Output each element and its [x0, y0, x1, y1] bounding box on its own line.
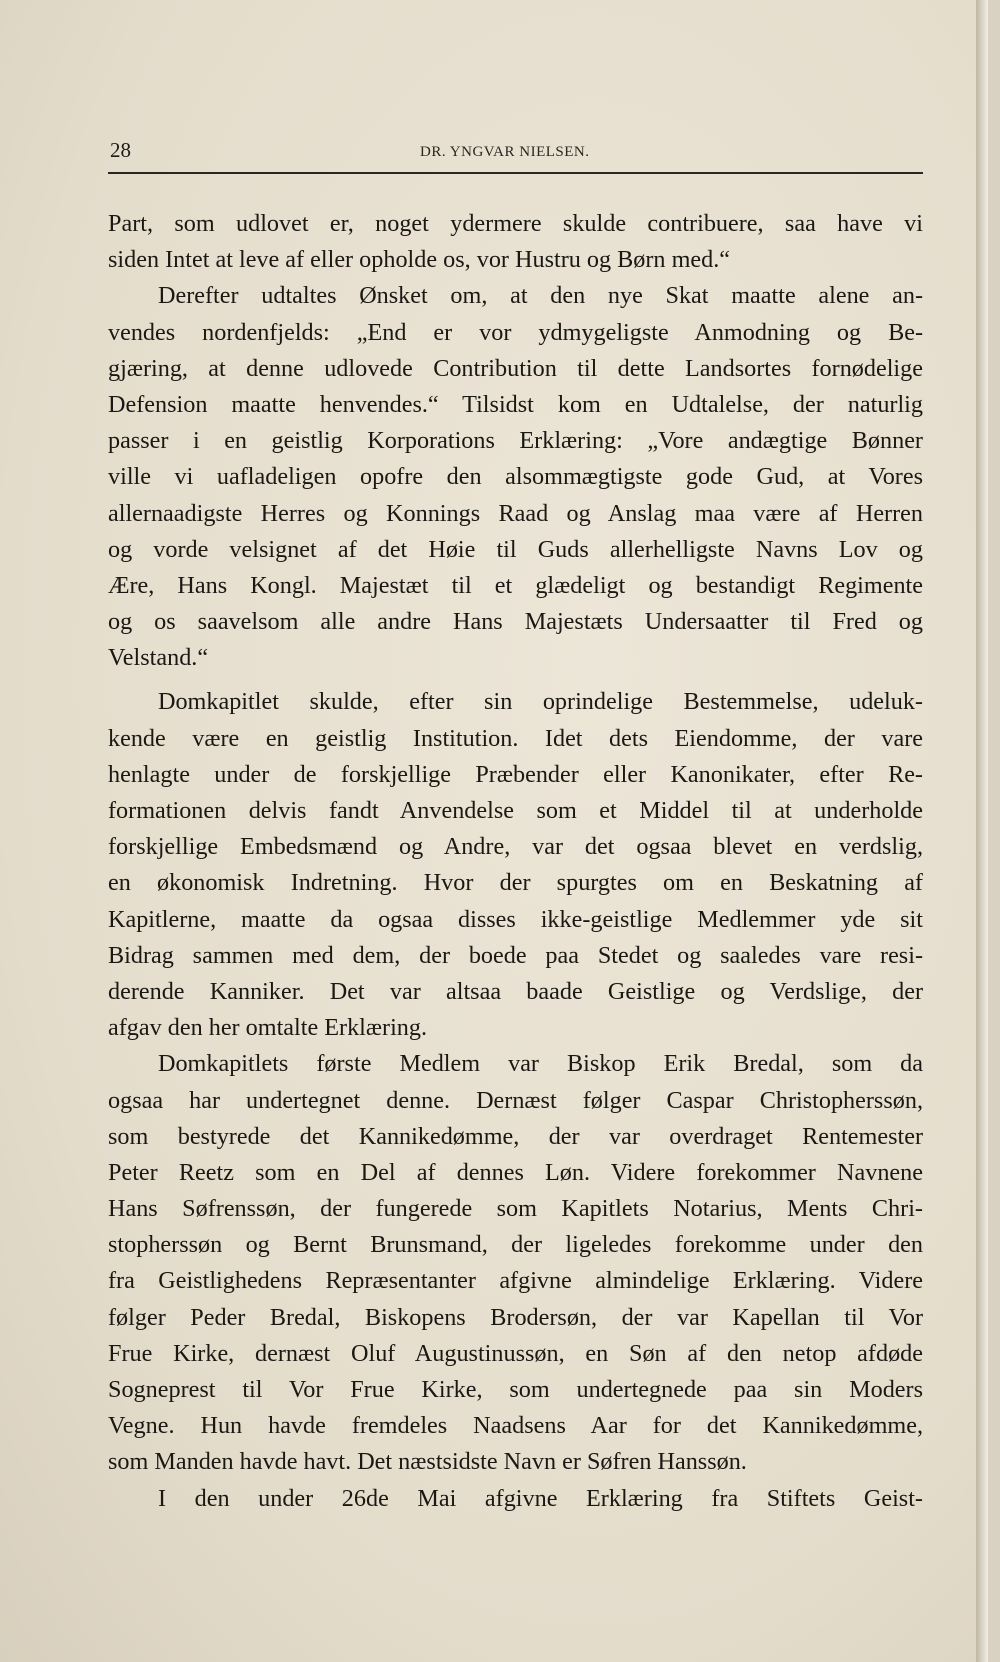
- text-line: vendes nordenfjelds: „End er vor ydmygeligste Anmodning og Be-: [108, 318, 923, 346]
- text-line: Frue Kirke, dernæst Oluf Augustinussøn, en Søn af den netop afdøde: [108, 1339, 923, 1367]
- text-line: stopherssøn og Bernt Brunsmand, der ligeledes forekomme under den: [108, 1231, 923, 1259]
- text-line: gjæring, at denne udlovede Contribution til dette Landsortes fornødelige: [108, 354, 923, 382]
- text-line: Vegne. Hun havde fremdeles Naadsens Aar for det Kannikedømme,: [108, 1412, 923, 1440]
- text-line: henlagte under de forskjellige Præbender eller Kanonikater, efter Re-: [108, 760, 923, 788]
- text-line: Bidrag sammen med dem, der boede paa Stedet og saaledes vare resi-: [108, 941, 923, 969]
- text-line: følger Peder Bredal, Biskopens Brodersøn, der var Kapellan til Vor: [108, 1303, 923, 1331]
- page-number: 28: [110, 138, 131, 162]
- text-line: Sogneprest til Vor Frue Kirke, som undertegnede paa sin Moders: [108, 1376, 923, 1403]
- text-line: I den under 26de Mai afgivne Erklæring fra Stiftets Geist-: [158, 1484, 923, 1512]
- text-line: formationen delvis fandt Anvendelse som et Middel til at underholde: [108, 797, 923, 824]
- text-line: passer i en geistlig Korporations Erklæring: „Vore andægtige Bønner: [108, 427, 923, 455]
- text-line: Hans Søfrenssøn, der fungerede som Kapitlets Notarius, Ments Chri-: [108, 1195, 923, 1223]
- text-line: ville vi uafladeligen opofre den alsommægtigste gode Gud, at Vores: [108, 463, 923, 491]
- text-line: Velstand.“: [108, 644, 209, 672]
- text-line: en økonomisk Indretning. Hvor der spurgtes om en Beskatning af: [108, 869, 923, 897]
- text-line: ogsaa har undertegnet denne. Dernæst følger Caspar Christopherssøn,: [108, 1086, 923, 1114]
- text-line: derende Kanniker. Det var altsaa baade Geistlige og Verdslige, der: [108, 977, 923, 1005]
- body-text: [108, 206, 923, 1517]
- text-line: og vorde velsignet af det Høie til Guds allerhelligste Navns Lov og: [108, 535, 923, 563]
- text-line: Peter Reetz som en Del af dennes Løn. Videre forekommer Navnene: [108, 1158, 923, 1186]
- text-line: Ære, Hans Kongl. Majestæt til et glædeligt og bestandigt Regimente: [108, 571, 923, 599]
- text-line: forskjellige Embedsmænd og Andre, var det ogsaa blevet en verdslig,: [108, 833, 923, 861]
- text-line: Derefter udtaltes Ønsket om, at den nye Skat maatte alene an-: [158, 282, 923, 310]
- text-line: som bestyrede det Kannikedømme, der var overdraget Rentemester: [108, 1122, 923, 1150]
- page-edge: [976, 0, 988, 1662]
- page-header: [108, 138, 923, 174]
- text-line: Kapitlerne, maatte da ogsaa disses ikke-geistlige Medlemmer yde sit: [108, 905, 923, 933]
- text-line: afgav den her omtalte Erklæring.: [108, 1014, 428, 1042]
- text-line: siden Intet at leve af eller opholde os, vor Hustru og Børn med.“: [108, 246, 730, 274]
- text-line: Domkapitlet skulde, efter sin oprindelige Bestemmelse, udeluk-: [158, 688, 923, 716]
- text-line: kende være en geistlig Institution. Idet dets Eiendomme, der vare: [108, 724, 923, 752]
- text-line: Defension maatte henvendes.“ Tilsidst kom en Udtalelse, der naturlig: [108, 390, 923, 418]
- text-line: og os saavelsom alle andre Hans Majestæts Undersaatter til Fred og: [108, 608, 923, 636]
- text-line: som Manden havde havt. Det næstsidste Navn er Søfren Hanssøn.: [108, 1448, 747, 1476]
- text-line: fra Geistlighedens Repræsentanter afgivne almindelige Erklæring. Videre: [108, 1267, 923, 1295]
- text-line: Domkapitlets første Medlem var Biskop Erik Bredal, som da: [158, 1050, 923, 1078]
- running-head: DR. YNGVAR NIELSEN.: [420, 144, 590, 160]
- text-line: allernaadigste Herres og Konnings Raad og Anslag maa være af Herren: [108, 499, 923, 527]
- text-line: Part, som udlovet er, noget ydermere skulde contribuere, saa have vi: [108, 210, 923, 237]
